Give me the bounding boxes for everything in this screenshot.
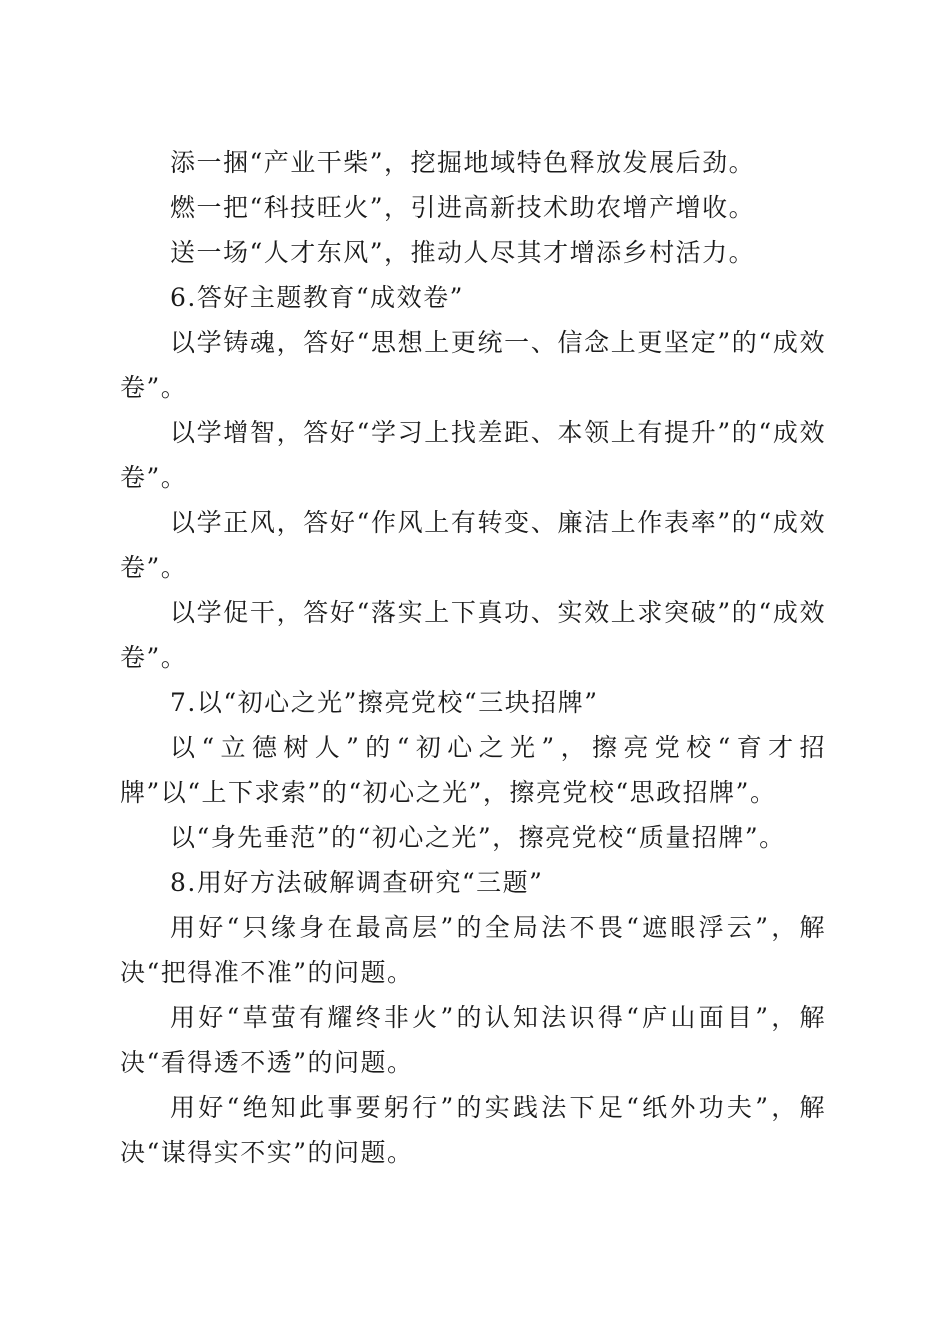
paragraph-global-method: 用好“只缘身在最高层”的全局法不畏“遮眼浮云”，解决“把得准不准”的问题。: [120, 913, 826, 987]
paragraph-cognitive-method: 用好“草萤有耀终非火”的认知法识得“庐山面目”，解决“看得透不透”的问题。: [120, 1003, 826, 1077]
paragraph-talent-signboard: 以“立德树人”的“初心之光”，擦亮党校“育才招牌”以“上下求索”的“初心之光”，擦亮党校“思政招牌”。: [120, 733, 826, 807]
paragraph-soul: 以学铸魂，答好“思想上更统一、信念上更坚定”的“成效卷”。: [120, 328, 826, 402]
paragraph-technology: 燃一把“科技旺火”，引进高新技术助农增产增收。: [170, 193, 756, 222]
paragraph-wisdom: 以学增智，答好“学习上找差距、本领上有提升”的“成效卷”。: [120, 418, 826, 492]
heading-8: 8.用好方法破解调查研究“三题”: [170, 868, 544, 897]
document-body: [120, 140, 826, 1175]
paragraph-action: 以学促干，答好“落实上下真功、实效上求突破”的“成效卷”。: [120, 598, 826, 672]
paragraph-practice-method: 用好“绝知此事要躬行”的实践法下足“纸外功夫”，解决“谋得实不实”的问题。: [120, 1093, 826, 1167]
paragraph-industry: 添一捆“产业干柴”，挖掘地域特色释放发展后劲。: [170, 148, 756, 177]
heading-6: 6.答好主题教育“成效卷”: [170, 283, 464, 312]
paragraph-quality-signboard: 以“身先垂范”的“初心之光”，擦亮党校“质量招牌”。: [170, 823, 786, 852]
heading-7: 7.以“初心之光”擦亮党校“三块招牌”: [170, 688, 599, 717]
paragraph-style: 以学正风，答好“作风上有转变、廉洁上作表率”的“成效卷”。: [120, 508, 826, 582]
paragraph-talent: 送一场“人才东风”，推动人尽其才增添乡村活力。: [170, 238, 756, 267]
